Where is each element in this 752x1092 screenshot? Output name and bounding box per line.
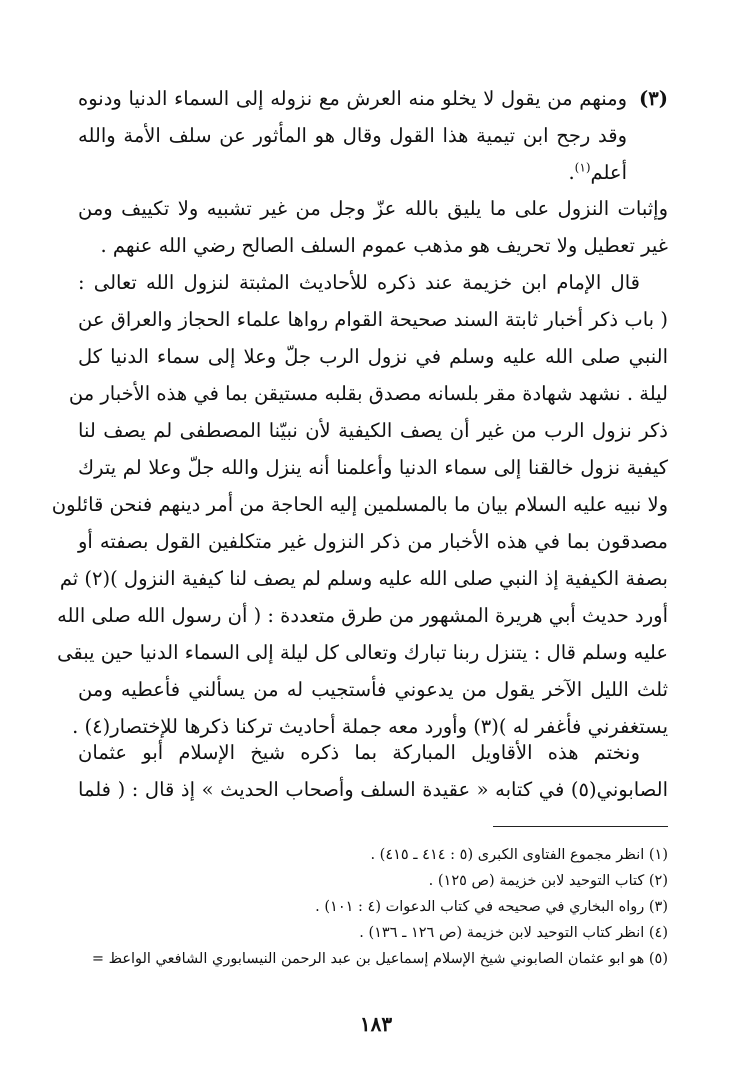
paragraph-2 <box>51 264 668 745</box>
footnote-4: (٤) انظر كتاب التوحيد لابن خزيمة (ص ١٢٦ ـ ١٣٦) . <box>359 925 668 941</box>
footnote-1: (١) انظر مجموع الفتاوى الكبرى (٥ : ٤١٤ ـ ٤١٥) . <box>370 847 668 863</box>
paragraph-2-line-13: يستغفرني فأغفر له )(٣) وأورد معه جملة أحاديث تركنا ذكرها للإختصار(٤) . <box>72 715 668 738</box>
paragraph-2-line-11: عليه وسلم قال : يتنزل ربنا تبارك وتعالى كل ليلة إلى السماء الدنيا حين يبقى <box>57 641 668 664</box>
item-3-line-1: ومنهم من يقول لا يخلو منه العرش مع نزوله إلى السماء الدنيا ودنوه <box>78 87 627 110</box>
paragraph-2-line-1: قال الإمام ابن خزيمة عند ذكره للأحاديث المثبتة لنزول الله تعالى : <box>78 271 640 294</box>
footnotes <box>68 842 668 972</box>
paragraph-2-line-10: أورد حديث أبي هريرة المشهور من طرق متعددة : ( أن رسول الله صلى الله <box>57 604 668 627</box>
item-3-line-3-text: أعلم <box>590 161 627 184</box>
paragraph-2-line-12: ثلث الليل الآخر يقول من يدعوني فأستجيب له من يسألني فأعطيه ومن <box>78 678 668 701</box>
footnote-separator <box>493 826 668 827</box>
paragraph-3 <box>78 734 668 808</box>
footnote-5: (٥) هو ابو عثمان الصابوني شيخ الإسلام إسماعيل بن عبد الرحمن النيسابوري الشافعي الواعظ = <box>91 951 668 967</box>
paragraph-2-line-7: ولا نبيه عليه السلام بيان ما بالمسلمين إليه الحاجة من أمر دينهم فنحن قائلون <box>51 493 668 516</box>
item-3-line-2: وقد رجح ابن تيمية هذا القول وقال هو المأثور عن سلف الأمة والله <box>78 124 627 147</box>
page-number: ١٨٣ <box>359 1012 393 1036</box>
paragraph-1-line-2: غير تعطيل ولا تحريف هو مذهب عموم السلف الصالح رضي الله عنهم . <box>100 234 668 257</box>
item-3-text <box>78 80 627 191</box>
footnote-ref-1: (١) <box>574 160 591 175</box>
paragraph-2-line-3: النبي صلى الله عليه وسلم في نزول الرب جلّ وعلا إلى سماء الدنيا كل <box>78 345 668 368</box>
paragraph-2-line-9: بصفة الكيفية إذ النبي صلى الله عليه وسلم لم يصف لنا كيفية النزول )(٢) ثم <box>59 567 668 590</box>
paragraph-3-line-1: ونختم هذه الأقاويل المباركة بما ذكره شيخ الإسلام أبو عثمان <box>78 741 641 764</box>
paragraph-3-line-2: الصابوني(٥) في كتابه « عقيدة السلف وأصحاب الحديث » إذ قال : ( فلما <box>78 778 668 801</box>
paragraph-2-line-6: كيفية نزول خالقنا إلى سماء الدنيا وأعلمنا أنه ينزل والله جلّ وعلا لم يترك <box>78 456 668 479</box>
paragraph-2-line-2: ( باب ذكر أخبار ثابتة السند صحيحة القوام رواها علماء الحجاز والعراق عن <box>78 308 668 331</box>
paragraph-2-line-8: مصدقون بما في هذه الأخبار من ذكر النزول غير متكلفين القول بصفته أو <box>78 530 668 553</box>
paragraph-1 <box>78 190 668 264</box>
footnote-3: (٣) رواه البخاري في صحيحه في كتاب الدعوات (٤ : ١٠١) . <box>315 899 668 915</box>
paragraph-2-line-4: ليلة . نشهد شهادة مقر بلسانه مصدق بقلبه مستيقن بما في هذه الأخبار من <box>68 382 668 405</box>
item-number-3: (٣) <box>639 87 668 110</box>
paragraph-1-line-1: وإثبات النزول على ما يليق بالله عزّ وجل من غير تشبيه ولا تكييف ومن <box>78 197 668 220</box>
footnote-2: (٢) كتاب التوحيد لابن خزيمة (ص ١٢٥) . <box>428 873 668 889</box>
paragraph-2-line-5: ذكر نزول الرب من غير أن يصف الكيفية لأن نبيّنا المصطفى لم يصف لنا <box>78 419 668 442</box>
item-3-line-3: أعلم$^{(١)}$. <box>568 160 627 184</box>
